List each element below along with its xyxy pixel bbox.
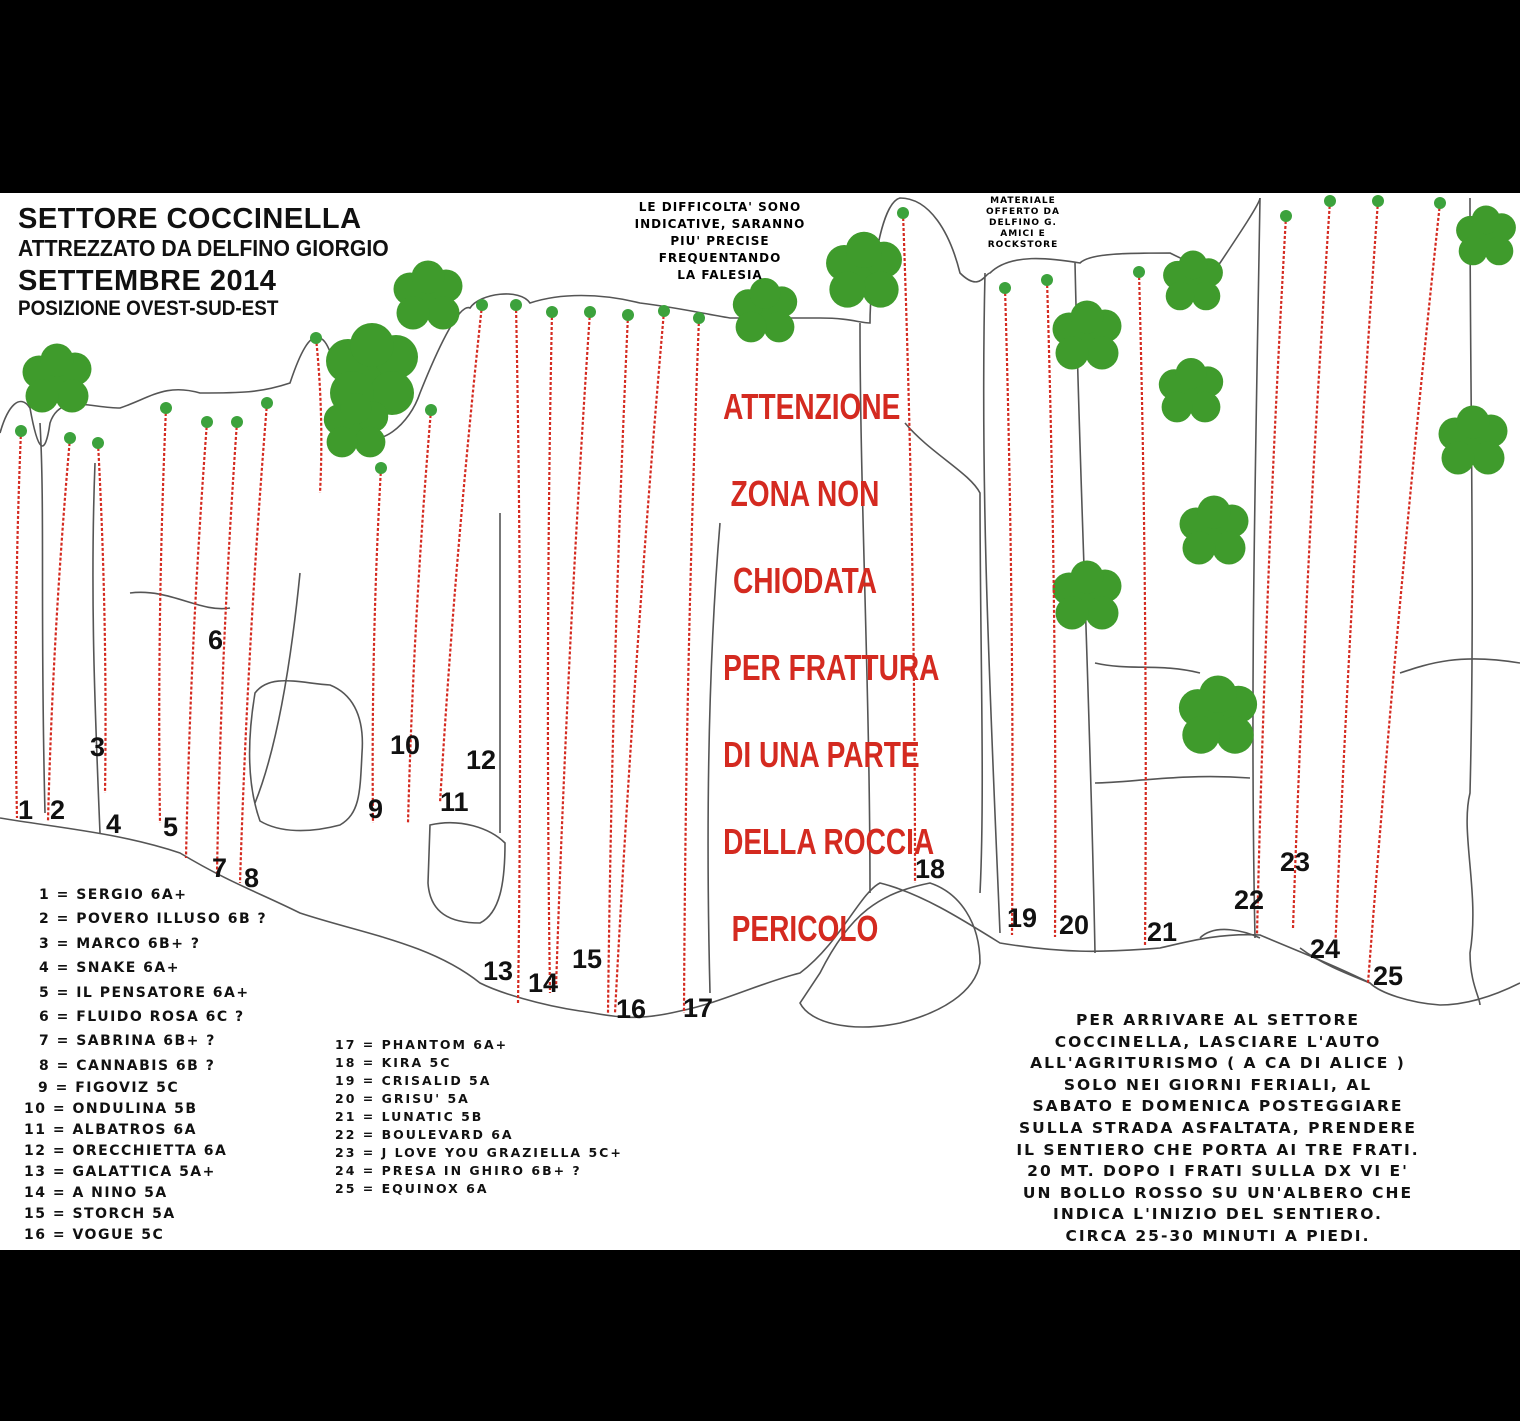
- access-line: COCCINELLA, LASCIARE L'AUTO: [1054, 1032, 1382, 1051]
- material-note-line: OFFERTO DA: [986, 207, 1060, 217]
- legend-item: 7 = SABRINA 6B+ ?: [39, 1033, 216, 1050]
- difficulty-note-line: FREQUENTANDO: [658, 251, 782, 265]
- route-number: 8: [244, 863, 260, 893]
- warning-line: PERICOLO: [731, 908, 879, 949]
- access-line: SABATO E DOMENICA POSTEGGIARE: [1032, 1097, 1404, 1116]
- tree-icon: [1472, 442, 1505, 475]
- route-line: [373, 468, 381, 823]
- access-line: SULLA STRADA ASFALTATA, PRENDERE: [1018, 1118, 1418, 1137]
- material-note-line: AMICI E: [1000, 229, 1046, 239]
- legend-item: 13 = GALATTICA 5A+: [24, 1164, 216, 1180]
- tree-icon: [736, 312, 767, 343]
- material-note-line: DELFINO G.: [989, 218, 1057, 228]
- route-line: [1005, 288, 1013, 935]
- legend-item: 1 = SERGIO 6A+: [39, 887, 188, 903]
- difficulty-note: [585, 199, 855, 284]
- route-number: 21: [1147, 917, 1178, 947]
- material-note: [948, 196, 1098, 251]
- anchor-dot: [658, 305, 670, 317]
- anchor-dot: [1324, 195, 1336, 207]
- tree-icon: [1192, 282, 1221, 311]
- route-line: [240, 403, 267, 883]
- access-line: CIRCA 25-30 MINUTI A PIEDI.: [1065, 1226, 1371, 1245]
- legend-item: 15 = STORCH 5A: [24, 1206, 176, 1222]
- route-line: [1257, 216, 1286, 935]
- anchor-dot: [1372, 195, 1384, 207]
- warning-line: ATTENZIONE: [723, 386, 901, 427]
- legend-item: 14 = A NINO 5A: [24, 1185, 168, 1201]
- legend-item: 4 = SNAKE 6A+: [39, 960, 180, 977]
- anchor-dot: [64, 432, 76, 444]
- route-number: 7: [212, 853, 228, 883]
- tree-icon: [1442, 442, 1475, 475]
- tree-icon: [41, 344, 74, 377]
- route-line: [903, 213, 915, 883]
- route-number: 9: [368, 794, 384, 824]
- route-legend-right: [335, 1036, 623, 1198]
- anchor-dot: [231, 416, 243, 428]
- tree-icon: [427, 297, 460, 330]
- legend-item: 11 = ALBATROS 6A: [24, 1122, 197, 1138]
- sector-title: SETTORE COCCINELLA: [18, 203, 362, 235]
- warning-line: CHIODATA: [732, 560, 878, 601]
- route-number: 1: [18, 795, 34, 825]
- warning-line: ZONA NON: [730, 473, 880, 514]
- route-number: 12: [466, 745, 497, 775]
- route-number: 19: [1007, 903, 1038, 933]
- route-number: 10: [390, 730, 421, 760]
- legend-item: 24 = PRESA IN GHIRO 6B+ ?: [335, 1163, 582, 1178]
- anchor-dot: [510, 299, 522, 311]
- legend-item: 18 = KIRA 5C: [335, 1055, 452, 1070]
- route-number: 25: [1373, 961, 1404, 991]
- tree-icon: [1216, 716, 1253, 753]
- route-number: 11: [440, 787, 469, 817]
- difficulty-note-line: LA FALESIA: [677, 268, 763, 282]
- route-number: 14: [528, 968, 559, 998]
- tree-icon: [412, 261, 445, 294]
- legend-item: 17 = PHANTOM 6A+: [335, 1037, 509, 1052]
- route-number: 4: [106, 809, 122, 839]
- route-line: [615, 311, 664, 1013]
- route-legend-left-2: [24, 1078, 227, 1246]
- legend-item: 8 = CANNABIS 6B ?: [39, 1057, 216, 1074]
- tree-icon: [1162, 392, 1193, 423]
- sector-position: POSIZIONE OVEST-SUD-EST: [18, 297, 279, 320]
- anchor-dot: [201, 416, 213, 428]
- access-directions: [918, 1010, 1518, 1248]
- legend-item: 16 = VOGUE 5C: [24, 1227, 165, 1243]
- access-line: INDICA L'INIZIO DEL SENTIERO.: [1053, 1205, 1383, 1224]
- route-line: [1139, 272, 1146, 945]
- anchor-dot: [476, 299, 488, 311]
- anchor-dot: [1041, 274, 1053, 286]
- anchor-dot: [693, 312, 705, 324]
- access-line: IL SENTIERO CHE PORTA AI TRE FRATI.: [1016, 1140, 1420, 1159]
- tree-icon: [1198, 496, 1231, 529]
- route-number: 17: [683, 993, 714, 1023]
- anchor-dot: [584, 306, 596, 318]
- tree-icon: [1166, 282, 1195, 311]
- route-line: [1335, 201, 1378, 953]
- tree-icon: [1182, 716, 1219, 753]
- tree-icon: [862, 271, 898, 307]
- tree-icon: [1213, 532, 1246, 565]
- route-line: [548, 312, 552, 993]
- tree-icon: [1056, 337, 1089, 370]
- tree-icon: [327, 427, 358, 458]
- route-number: 6: [208, 625, 224, 655]
- tree-icon: [1086, 337, 1119, 370]
- anchor-dot: [92, 437, 104, 449]
- route-number: 2: [50, 795, 66, 825]
- legend-item: 25 = EQUINOX 6A: [335, 1181, 489, 1196]
- route-line: [684, 318, 699, 1013]
- anchor-dot: [546, 306, 558, 318]
- anchor-dot: [375, 462, 387, 474]
- route-line: [556, 312, 590, 988]
- access-line: UN BOLLO ROSSO SU UN'ALBERO CHE: [1022, 1183, 1414, 1202]
- legend-item: 9 = FIGOVIZ 5C: [38, 1080, 180, 1096]
- route-line: [1368, 203, 1440, 983]
- anchor-dot: [1133, 266, 1145, 278]
- route-line: [186, 422, 207, 858]
- equipped-by: ATTREZZATO DA DELFINO GIORGIO: [18, 235, 389, 261]
- tree-icon: [1459, 237, 1488, 266]
- anchor-dot: [425, 404, 437, 416]
- tree-icon: [1199, 676, 1236, 713]
- material-note-line: MATERIALE: [990, 196, 1056, 206]
- tree-icon: [1179, 251, 1208, 280]
- warning-line: PER FRATTURA: [723, 647, 940, 688]
- route-line: [16, 431, 21, 818]
- legend-item: 2 = POVERO ILLUSO 6B ?: [39, 911, 268, 928]
- legend-item: 10 = ONDULINA 5B: [24, 1101, 198, 1117]
- legend-item: 5 = IL PENSATORE 6A+: [39, 984, 250, 1001]
- legend-item: 3 = MARCO 6B+ ?: [39, 935, 201, 952]
- tree-icon: [397, 297, 430, 330]
- access-line: PER ARRIVARE AL SETTORE: [1076, 1011, 1360, 1029]
- legend-item: 12 = ORECCHIETTA 6A: [24, 1143, 228, 1159]
- warning-line: DELLA ROCCIA: [723, 821, 935, 862]
- route-line: [516, 305, 520, 1003]
- access-line: 20 MT. DOPO I FRATI SULLA DX VI E': [1027, 1162, 1409, 1181]
- legend-item: 22 = BOULEVARD 6A: [335, 1127, 514, 1142]
- tree-icon: [1086, 597, 1119, 630]
- route-line: [1047, 280, 1055, 937]
- route-number: 20: [1059, 910, 1090, 940]
- tree-icon: [1485, 237, 1514, 266]
- topo-diagram: [0, 193, 1520, 1250]
- tree-icon: [1071, 301, 1104, 334]
- difficulty-note-line: PIU' PRECISE: [670, 234, 770, 248]
- access-line: SOLO NEI GIORNI FERIALI, AL: [1063, 1075, 1373, 1094]
- route-number: 3: [90, 732, 106, 762]
- route-number: 24: [1310, 934, 1341, 964]
- route-legend-left: [39, 883, 267, 1078]
- route-line: [440, 305, 482, 803]
- legend-item: 6 = FLUIDO ROSA 6C ?: [39, 1009, 245, 1026]
- difficulty-note-line: LE DIFFICOLTA' SONO: [638, 200, 802, 214]
- route-number: 23: [1280, 847, 1311, 877]
- tree-icon: [1472, 206, 1501, 235]
- anchor-dot: [261, 397, 273, 409]
- tree-icon: [26, 380, 59, 413]
- sector-date: SETTEMBRE 2014: [18, 265, 277, 297]
- difficulty-note-line: INDICATIVE, SARANNO: [634, 217, 806, 231]
- route-line: [608, 315, 628, 1013]
- anchor-dot: [15, 425, 27, 437]
- tree-icon: [350, 323, 394, 367]
- route-line: [1293, 201, 1330, 928]
- anchor-dot: [622, 309, 634, 321]
- tree-icon: [764, 312, 795, 343]
- tree-icon: [56, 380, 89, 413]
- anchor-dot: [1434, 197, 1446, 209]
- route-number: 5: [163, 812, 179, 842]
- tree-icon: [1071, 561, 1104, 594]
- legend-item: 20 = GRISU' 5A: [335, 1091, 470, 1106]
- route-number: 18: [915, 854, 946, 884]
- tree-icon: [1190, 392, 1221, 423]
- route-number: 15: [572, 944, 603, 974]
- material-note-line: ROCKSTORE: [987, 240, 1059, 250]
- legend-item: 23 = J LOVE YOU GRAZIELLA 5C+: [335, 1145, 623, 1160]
- tree-icon: [341, 393, 372, 424]
- anchor-dot: [897, 207, 909, 219]
- anchor-dot: [999, 282, 1011, 294]
- warning-line: DI UNA PARTE: [723, 734, 920, 775]
- tree-icon: [1176, 358, 1207, 389]
- route-number: 13: [483, 956, 514, 986]
- legend-item: 21 = LUNATIC 5B: [335, 1109, 484, 1124]
- legend-item: 19 = CRISALID 5A: [335, 1073, 492, 1088]
- anchor-dot: [310, 332, 322, 344]
- tree-icon: [1183, 532, 1216, 565]
- route-line: [408, 410, 431, 823]
- anchor-dot: [1280, 210, 1292, 222]
- anchor-dot: [160, 402, 172, 414]
- tree-icon: [1056, 597, 1089, 630]
- tree-icon: [355, 427, 386, 458]
- route-line: [316, 338, 321, 493]
- tree-icon: [1457, 406, 1490, 439]
- route-number: 16: [616, 994, 647, 1024]
- route-line: [48, 438, 70, 821]
- route-line: [159, 408, 166, 823]
- route-number: 22: [1234, 885, 1265, 915]
- access-line: ALL'AGRITURISMO ( A CA DI ALICE ): [1030, 1054, 1406, 1073]
